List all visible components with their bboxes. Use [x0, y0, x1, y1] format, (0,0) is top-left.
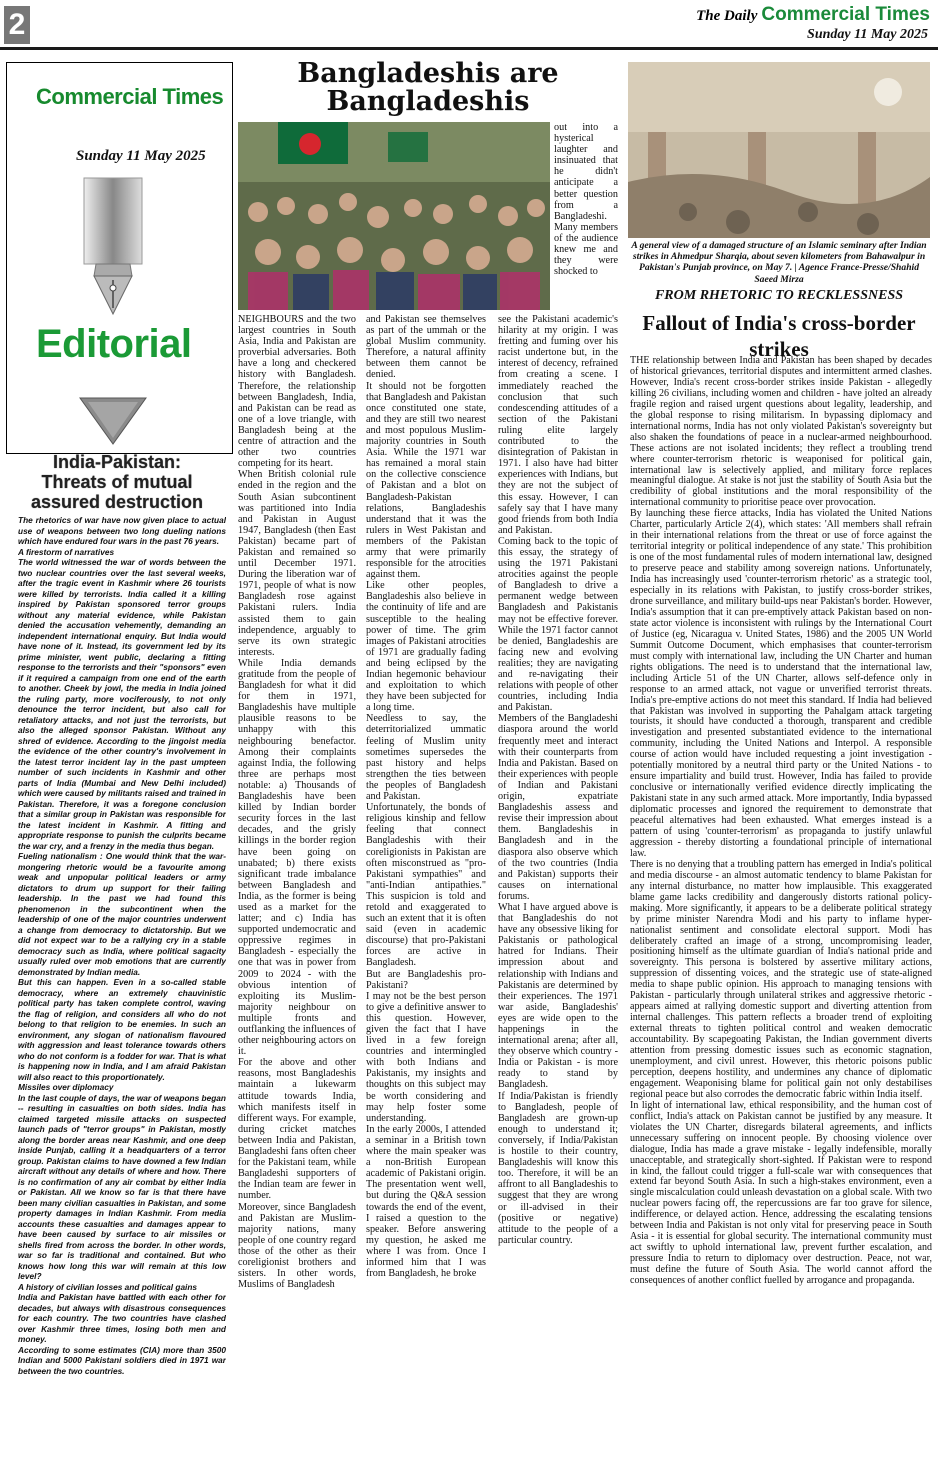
header-date: Sunday 11 May 2025 — [807, 27, 928, 42]
article-paragraph: and Pakistan see themselves as part of the ummah or the global Muslim community. Therefore, a natural affinity between them cannot be denied. — [366, 314, 486, 381]
editorial-paragraph: Fueling nationalism : One would think that the war-mongering rhetoric would be a favourite among weak and unpopular political leaders or army dictators to drum up support for their failing leadership. In the past we had found this phenomenon in the subcontinent when the leadership of one of the major countries underwent a change from democracy to dictatorship. But we did not expect war to be a rallying cry in a stable democracy such as India, where political sagacity usually ruled over mob emotions that are currently demonstrated by Indian media. — [18, 851, 226, 977]
editorial-body — [18, 515, 226, 1450]
article-text-top: out into a hysterical laughter and insinuated that he didn't anticipate a better question from a Bangladeshi. Many members of the audience knew me and they were shocked to — [554, 122, 618, 278]
editorial-date: Sunday 11 May 2025 — [76, 148, 206, 164]
editorial-paragraph: According to some estimates (CIA) more than 3500 Indian and 5000 Pakistani soldiers died in 1971 war between the two countries. — [18, 1344, 226, 1376]
editorial-paragraph: The world witnessed the war of words between the two nuclear countries over the last several weeks, after the tragic event in Kashmir where 26 tourists were killed by terrorists. India called it a killing inspired by Pakistan sponsored terror groups without any material evidence, while Pakistan denied the accusation vehemently, demanding an independent international enquiry. But India would have none of it. Instead, its government led by its prime minister, went public, declaring a fitting response to the terrorists and their "sponsors" even if it required a campaign from one end of the earth to another. Cheek by jowl, the media in India joined the ruling party, more vociferously, to not only denounce the terror incident, but also call for retaliatory attacks, and not just the terrorists, but also the alleged sponsor Pakistan. Without any shred of evidence. According to the jingoist media the evidence of the other country's involvement in the latest terror incident lay in the past umpteen number of such incidents in Kashmir and other parts of India (Mumbai and New Delhi included) which were caused by militants raised and trained in Pakistan. Therefore, it was a foregone conclusion that a similar group in Pakistan was responsible for the latest incident in Kashmir. A fitting and appropriate response to punish the culprits became the war cry, and a frenzy in the media thus began. — [18, 557, 226, 851]
article-paragraph: Like other peoples, Bangladeshis also believe in the continuity of life and are susceptible to the healing power of time. The grim images of Pakistani atrocities of 1971 are gradually fading and being eclipsed by the Indian hegemonic behaviour and exploitation to which they have been subjected for a long time. — [366, 580, 486, 714]
article-headline: Bangladeshis are Bangladeshis — [297, 58, 559, 117]
article-paragraph: It should not be forgotten that Bangladesh and Pakistan once constituted one state, and they are still two nearest and most populous Muslim-majority countries in South Asia. While the 1971 war has remained a moral stain on the collective conscience of Pakistan and a blot on Bangladesh-Pakistan relations, Bangladeshis understand that it was the rulers in West Pakistan and members of the Pakistan army that were primarily responsible for the atrocities against them. — [366, 380, 486, 581]
article-paragraph: For the above and other reasons, most Bangladeshis maintain a lukewarm attitude towards India, which manifests itself in different ways. For example, during cricket matches between India and Pakistan, Bangladeshi fans often cheer for the Pakistani team, while Bangladeshi supporters of the Indian team are fewer in number. — [238, 1057, 356, 1202]
article-paragraph: While India demands gratitude from the people of Bangladesh for what it did for them in 1971, Bangladeshis have multiple plausible reasons to be unhappy with this neighbouring benefactor. Among their complaints against India, the following three are perhaps most notable: a) Thousands of Bangladeshis have been killed by Indian border security forces in the last decades, and the grisly killings in the border region have been going on unabated; b) there exists significant trade imbalance between Bangladesh and India, as the former is being used as a market for the latter; and c) India has supported undemocratic and oppressive regimes in Bangladesh - especially the one that was in power from 2009 to 2024 - with the obvious intention of exploiting its Muslim-majority neighbour on multiple fronts and outflanking the influences of other neighbouring actors on it. — [238, 657, 356, 1058]
article-paragraph: In light of international law, ethical responsibility, and the human cost of conflict, India's attack on Pakistan cannot be justified by any measure. It violates the UN Charter, disregards bilateral agreements, and inflicts unnecessary suffering on innocent people. By choosing violence over dialogue, India has made a grave mistake - legally indefensible, morally unacceptable, and strategically short-sighted. If Pakistan were to respond in kind, the fallout could trigger a full-scale war with consequences that extend far beyond South Asia. In such a high-stakes environment, even a single miscalculation could unleash devastation on a global scale. With two nuclear powers facing off, the repercussions are far too grave for silence, indifference, or delayed action. Hence, addressing the escalating tensions between India and Pakistan is not only vital for preserving peace in South Asia - it is essential for global security. The international community must act swiftly to uphold international law, prevent further escalation, and pressure India to return to diplomacy over destruction. Peace, not war, must define the future of South Asia. The world cannot afford the consequences of another conflict fuelled by arrogance and propaganda. — [630, 1099, 932, 1287]
editorial-paragraph: The rhetorics of war have now given place to actual use of weapons between two long dueling nations which have endured four wars in the past 76 years. — [18, 515, 226, 546]
article-paragraph: When British colonial rule ended in the region and the South Asian subcontinent was partitioned into India and Pakistan in August 1947, Bangladesh (then East Pakistan) became part of Pakistan and remained so until December 1971. During the liberation war of 1971, people of what is now Bangladesh rose against Pakistani rulers. India assisted them to gain independence, arguably to serve its own strategic interests. — [238, 469, 356, 658]
article-paragraph: see the Pakistani academic's hilarity at my origin. I was fretting and fuming over his racist undertone but, in the interest of decency, refrained from creating a scene. I immediately reached the conclusion that such condescending attitudes of a section of the Pakistani ruling elite largely contributed to the disintegration of Pakistan in 1971. I also have had bitter experiences with Indians, but they are not the subject of this essay. However, I can safely say that I have many good friends from both India and Pakistan. — [498, 314, 618, 536]
editorial-paragraph: India and Pakistan have battled with each other for decades, but always with disastrous consequences for each country. The two countries have clashed over Kashmir three times, losing both men and money. — [18, 1292, 226, 1344]
article-paragraph: If India/Pakistan is friendly to Bangladesh, people of Bangladesh are grown-up enough to understand it; conversely, if India/Pakistan is hostile to their country, Bangladeshis will know this too. Therefore, it will be an affront to all Bangladeshis to suggest that they are wrong or ill-advised in their (positive or negative) attitude to the people of a particular country. — [498, 1090, 618, 1246]
article-paragraph: Needless to say, the deterritorialized ummatic feeling of Muslim unity sometimes supersedes the past history and helps strengthen the ties between the peoples of Bangladesh and Pakistan. — [366, 713, 486, 803]
article-paragraph: THE relationship between India and Pakistan has been shaped by decades of historical grievances, territorial disputes and intermittent armed clashes. However, India's recent cross-border strikes inside Pakistan - allegedly killing 26 civilians, including women and children - have jolted an already fragile region and raised urgent questions about legality, leadership, and the global response to rising militarism. In bypassing diplomacy and international norms, India has not only violated Pakistan's sovereignty but also shaken the foundations of peace in a nuclear-armed neighbourhood. These actions are not isolated incidents; they reflect a troubling trend where counter-terrorism rhetoric is weaponised for political gain, international law is selectively applied, and military force replaces meaningful dialogue. At stake is not just the stability of South Asia but the credibility of global institutions and the moral responsibility of the international community to prioritise peace over provocation. — [630, 356, 932, 509]
damaged-seminary-photo — [628, 62, 930, 238]
editorial-label: Editorial — [36, 322, 192, 366]
editorial-logo: Commercial Times — [36, 84, 224, 109]
article-paragraph: Moreover, since Bangladesh and Pakistan are Muslim-majority nations, many people of one country regard those of the other as their coreligionist brothers and sisters. In other words, Muslims of Bangladesh — [238, 1201, 356, 1291]
masthead — [696, 4, 930, 26]
article-paragraph: In the early 2000s, I attended a seminar in a British town where the main speaker was a non-British European academic of Pakistani origin. The presentation went well, but during the Q&A session towards the end of the event, I raised a question to the speaker. Before answering my question, he asked me where I was from. Once I informed him that I was from Bangladesh, he broke — [366, 1123, 486, 1280]
article-paragraph: But are Bangladeshis pro-Pakistani? — [366, 968, 486, 991]
article-column-1 — [238, 314, 356, 1444]
crowd-photo — [238, 122, 550, 310]
photo-caption: A general view of a damaged structure of an Islamic seminary after Indian strikes in Ahmedpur Sharqia, about seven kilometers from Bahawalpur in Pakistan's Punjab province, on May 7. | Agence France-Presse/Shahid Saeed Mirza — [631, 240, 927, 285]
masthead-name: Commercial Times — [761, 4, 930, 25]
editorial-paragraph: In the last couple of days, the war of weapons began -- resulting in casualties on both sides. India has claimed targeted missile attacks on suspected launch pads of "terror groups" in Pakistan, mostly along the border areas near Kashmir, and one deep inside Punjab, calling it a headquarters of a terror group. Pakistan claims to have downed a few Indian aircraft without any details of where and how. There is no confirmation of any air combat by either India or Pakistan. All we know so far is that there have been many civilian casualties in Pakistan, and some property damages in Indian Kashmir. From media accounts these casualties and damages appear to have been caused by surface to air missiles or shells fired from across the border. In other words, war so far is traditional and contained. But who knows how long this war will remain at this low level? — [18, 1092, 226, 1281]
masthead-prefix: The Daily — [696, 8, 758, 24]
article-paragraph: NEIGHBOURS and the two largest countries in South Asia, India and Pakistan are proverbial adversaries. Both have a long and checkered history with Bangladesh. Therefore, the relationship between Bangladesh, India, and Pakistan can be read as one of a love triangle, with Bangladesh being at the centre of attraction and the other two countries competing for its heart. — [238, 314, 356, 470]
header-rule — [0, 47, 938, 50]
article-paragraph: There is no denying that a troubling pattern has emerged in India's political and media discourse - an almost automatic tendency to blame Pakistan for any internal disturbance, no matter how implausible. This exaggerated blame game lacks credibility and dangerously distorts rational policy-making. More significantly, it appears to be a deliberate political strategy by prime minister Narendra Modi and his party to inflame hyper-nationalist sentiment and consolidate electoral support. Modi has deliberately crafted an image of a strong, uncompromising leader, positioning himself as the ultimate guardian of India's national pride and sovereignty. This persona is bolstered by assertive military actions, suppression of dissenting voices, and the strategic use of state-aligned media to shape public opinion. His approach to managing tensions with Pakistan - particularly through unilateral strikes and aggressive rhetoric - appears aimed at rallying domestic support and diverting attention from internal challenges. This pattern reflects a broader trend of exploiting external threats to tighten political control and weaken democratic accountability. By scapegoating Pakistan, the Indian government diverts attention from pressing domestic issues such as economic stagnation, unemployment, and civil unrest. However, this rhetoric poisons public perception, deepens hostility, and undermines any chance of diplomatic engagement. Weaponising blame for political gain not only destabilises regional peace but also corrodes the democratic fabric within India itself. — [630, 858, 932, 1100]
editorial-headline: India-Pakistan: Threats of mutual assured destruction — [30, 452, 204, 512]
article-column-2 — [366, 314, 486, 1444]
article-headline: Fallout of India's cross-border strikes — [642, 311, 916, 361]
page-number: 2 — [4, 6, 30, 44]
article-paragraph: Unfortunately, the bonds of religious kinship and fellow feeling that connect Bangladeshis with their coreligionists in Pakistan are often misconstrued as "pro-Pakistani sympathies" and "anti-Indian antipathies." This suspicion is told and retold and exaggerated to such an extent that it is often said (even in academic discourse) that pro-Pakistani forces are active in Bangladesh. — [366, 802, 486, 969]
article-paragraph: By launching these fierce attacks, India has violated the United Nations Charter, particularly Article 2(4), which states: 'All members shall refrain in their international relations from the threat or use of force against the territorial integrity or political independence of any state.' This prohibition is one of the most fundamental rules of modern international law, designed to preserve peace and stability among sovereign nations. Unfortunately, India has increasingly used 'counter-terrorism rhetoric' as a strategic tool, especially in its relations with Pakistan, to justify cross-border strikes, drone surveillance, and military build-ups near Pakistan's border. However, India's assumption that it can pre-emptively attack Pakistan based on non-state actor violence is inconsistent with rulings by the International Court of Justice (eg, Nicaragua v. United States, 1986) and the 2005 UN World Summit Outcome Document, which emphasises that counter-terrorism must comply with international law, including the UN Charter and human rights obligations. The need is to understand that the international law, including Article 51 of the UN Charter, allows self-defence only in response to an armed attack, not vague or unverified terrorist threats. India's pre-emptive actions do not meet this standard. If India had believed that Pakistan was involved in supporting the Pahalgam attack targeting tourists, it should have conducted a thorough, transparent and credible investigation and presented substantiated evidence to the international community, including the United Nations and Interpol. A responsible course of action would have included requesting a joint investigation - potentially monitored by a neutral third party or the United Nations - to ensure impartiality and build trust. However, India has failed to provide conclusive or internationally verified evidence directly implicating the Pakistani state in any such armed attack. More importantly, India bypassed diplomatic processes and ignored the requirement to demonstrate that peaceful alternatives had been exhausted. What emerges instead is a pattern of using 'counter-terrorism' as propaganda to justify unlawful aggression - thereby distorting a foundational principle of international law. — [630, 508, 932, 859]
editorial-subhead: A history of civilian losses and political gains — [18, 1281, 198, 1292]
fountain-pen-icon — [82, 176, 146, 321]
editorial-subhead: Missiles over diplomacy — [18, 1082, 114, 1092]
article-paragraph: Coming back to the topic of this essay, the strategy of using the 1971 Pakistani atrocities against the people of Bangladesh to drive a permanent wedge between Bangladesh and Pakistanis may not be effective forever. While the 1971 factor cannot be denied, Bangladeshis are facing new and evolving realities; they are navigating and re-navigating their relations with people of other countries, including India and Pakistan. — [498, 535, 618, 714]
editorial-paragraph: But this can happen. Even in a so-called stable democracy, where an extremely chauvinistic political party has taken complete control, waving the flag of religion, and considers all who do not belong to that religion to be enemies. In such an environment, any slogan of nationalism flavoured with aggression and least tolerance towards others who do not conform is a fodder for war. That is what is happening now in India, and I am afraid Pakistan will also react to this proportionately. — [18, 977, 226, 1082]
editorial-subhead: A firestorm of narratives — [18, 546, 115, 557]
article-paragraph: I may not be the best person to give a definitive answer to this question. However, given the fact that I have lived in a few foreign countries and intermingled with both Indians and Pakistanis, my insights and thoughts on this subject may be worth considering and may help foster some understanding. — [366, 990, 486, 1124]
article-paragraph: Members of the Bangladeshi diaspora around the world frequently meet and interact with their counterparts from India and Pakistan. Based on their experiences with people of Indian and Pakistani origin, expatriate Bangladeshis assess and revise their impression about them. Bangladeshis in Bangladesh and in the diaspora also observe which of the two countries (India and Pakistan) supports their causes on international forums. — [498, 713, 618, 902]
article-column-3 — [498, 314, 618, 1444]
article-paragraph: What I have argued above is that Bangladeshis do not have any obsessive liking for Pakistanis or pathological hatred for Indians. Their impression about and relationship with Indians and Pakistanis are determined by their experiences. The 1971 war aside, Bangladeshis' eyes are wide open to the happenings in the international arena; after all, they observe which country - India or Pakistan - is more ready to stand by Bangladesh. — [498, 901, 618, 1091]
article-body — [630, 356, 932, 1450]
down-arrow-icon — [78, 396, 148, 451]
article-kicker: FROM RHETORIC TO RECKLESSNESS — [654, 288, 904, 303]
